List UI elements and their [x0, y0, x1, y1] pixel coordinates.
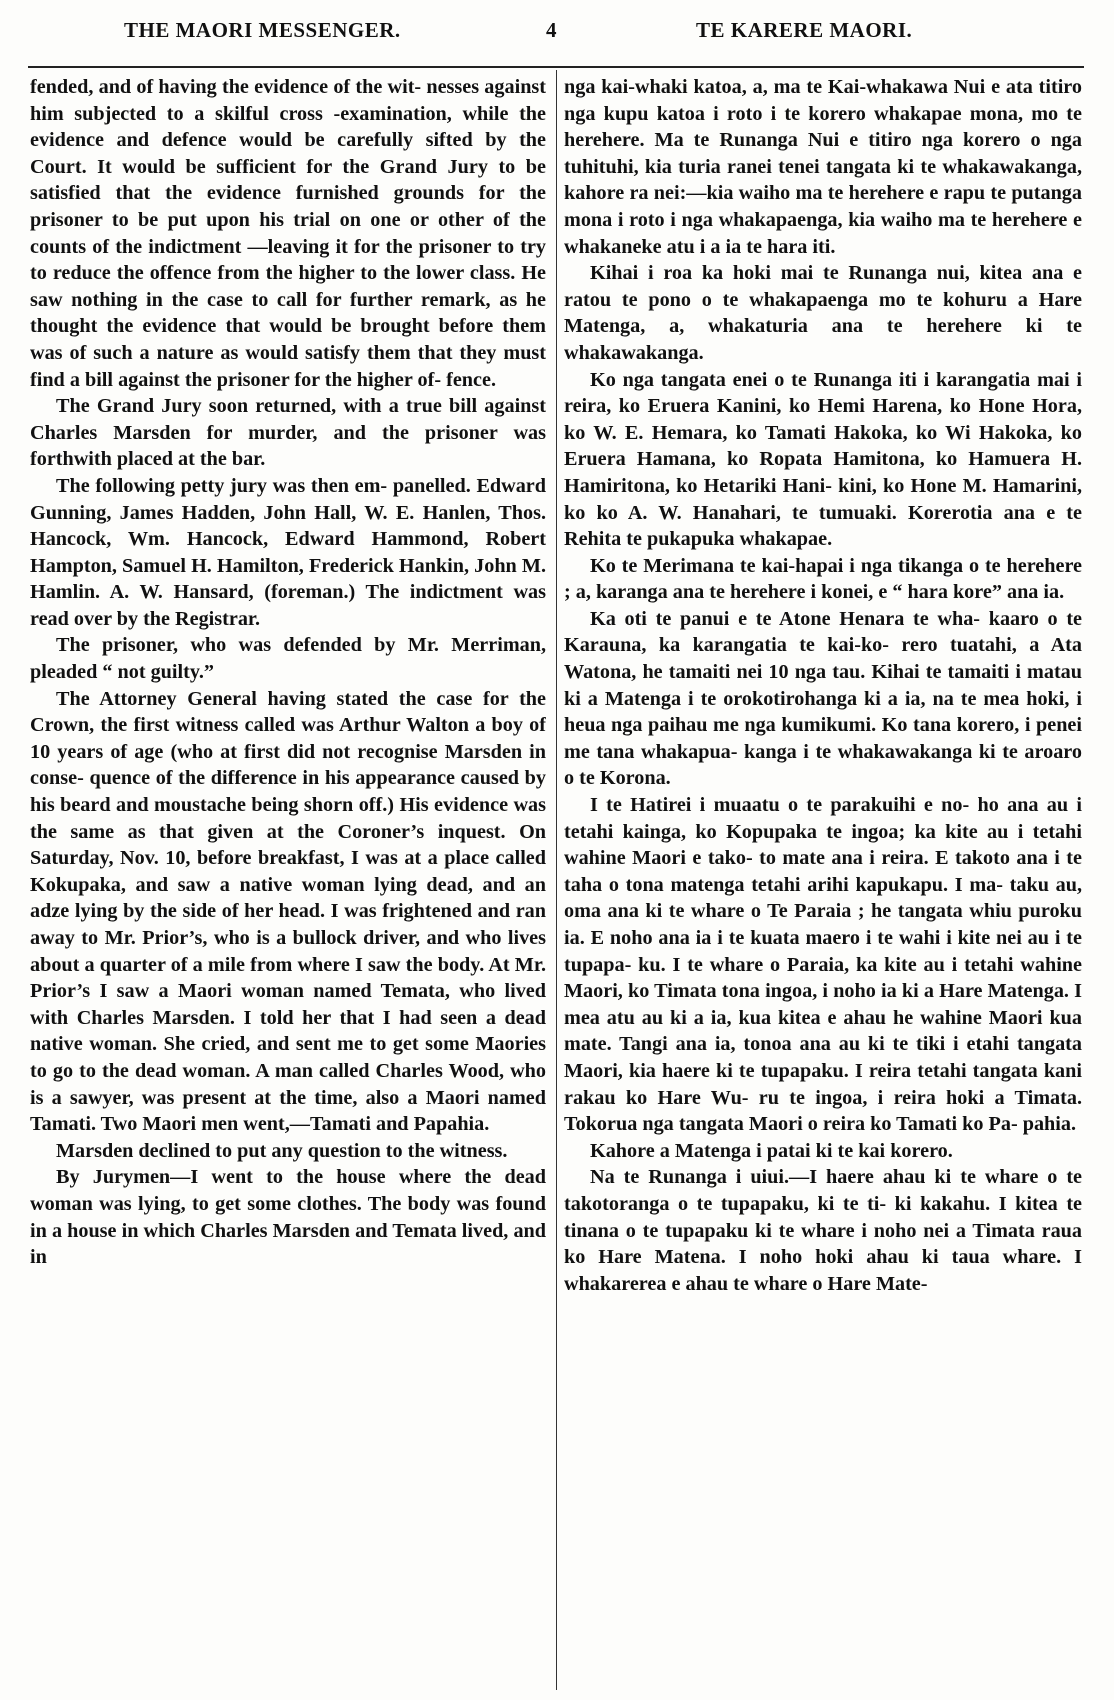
column-divider — [556, 70, 557, 1690]
paragraph: The Attorney General having stated the case for the Crown, the first witness called was Arthur Walton a boy of 10 years of age (who at first did not recognise Marsden in conse- quence of the difference in his appearance caused by his beard and moustache being shorn off.) His evidence was the same as that given at the Coroner’s inquest. On Saturday, Nov. 10, before breakfast, I was at a place called Kokupaka, and saw a native woman lying dead, and an adze lying by the side of her head. I was frightened and ran away to Mr. Prior’s, who is a bullock driver, and who lives about a quarter of a mile from where I saw the body. At Mr. Prior’s I saw a Maori woman named Temata, who lived with Charles Marsden. I told her that I had seen a dead native woman. She cried, and sent me to get some Maories to go to the dead woman. A man called Charles Wood, who is a sawyer, was present at the time, also a Maori named Tamati. Two Maori men went,—Tamati and Papahia. — [30, 687, 546, 1136]
paragraph: The following petty jury was then em- panelled. Edward Gunning, James Hadden, John Hall, W. E. Hanlen, Thos. Hancock, Wm. Hancock, Edward Hammond, Robert Hampton, Samuel H. Hamilton, Frederick Hankin, John M. Hamlin. A. W. Hansard, (foreman.) The indictment was read over by the Registrar. — [30, 474, 546, 630]
paragraph: Ka oti te panui e te Atone Henara te wha- kaaro o te Karauna, ka karangatia te kai-ko- rero tuatahi, a Ata Watona, he tamaiti nei 10 nga tau. Kihai te tamaiti i matau ki a Matenga i te orokotirohanga ki a ia, na te mea hoki, i heua nga paihau me nga kumikumi. Ko tana korero, i penei me tana whakapua- kanga i te whakawakanga ki te aroaro o te Korona. — [564, 607, 1082, 790]
paragraph: Marsden declined to put any question to the witness. — [56, 1139, 508, 1162]
paragraph: By Jurymen—I went to the house where the dead woman was lying, to get some clothes. The body was found in a house in which Charles Marsden and Temata lived, and in — [30, 1166, 546, 1269]
paragraph: Ko te Merimana te kai-hapai i nga tikanga o te herehere ; a, karanga ana te herehere i konei, e “ hara kore” ana ia. — [564, 554, 1082, 604]
maori-title: TE KARERE MAORI. — [696, 18, 913, 42]
paragraph: nga kai-whaki katoa, a, ma te Kai-whakawa Nui e ata titiro nga kupu katoa i roto i te korero whakapae mona, mo te herehere. Ma te Runanga Nui e titiro nga korero o nga tuhituhi, kia turia ranei tenei tangata ki te whakawakanga, kahore ra nei:—kia waiho ma te herehere e rapu te putanga mona i roto i nga whakapaenga, kia waiho ma te herehere e whakaneke atu i a ia te hara iti. — [564, 76, 1082, 258]
english-column — [30, 74, 546, 1694]
paragraph: Kahore a Matenga i patai ki te kai korero. — [590, 1139, 953, 1162]
maori-column — [564, 74, 1082, 1694]
paragraph: fended, and of having the evidence of the wit- nesses against him subjected to a skilful cross -examination, while the evidence and defence would be carefully sifted by the Court. It would be sufficient for the Grand Jury to be satisfied that the evidence furnished grounds for the prisoner to be put upon his trial on one or other of the counts of the indictment —leaving it for the prisoner to try to reduce the offence from the higher to the lower class. He saw nothing in the case to call for further remark, as he thought the evidence that would be brought before them was of such a nature as would satisfy them that they must find a bill against the prisoner for the higher of- fence. — [30, 76, 546, 391]
paragraph: The Grand Jury soon returned, with a true bill against Charles Marsden for murder, and the prisoner was forthwith placed at the bar. — [30, 395, 546, 471]
masthead — [24, 14, 1084, 50]
paragraph: Kihai i roa ka hoki mai te Runanga nui, kitea ana e ratou te pono o te whakapaenga mo te kohuru a Hare Matenga, a, whakaturia ana te herehere ki te whakawakanga. — [564, 262, 1082, 364]
paragraph: Na te Runanga i uiui.—I haere ahau ki te whare o te takotoranga o te tupapaku, ki te ti- ki kakahu. I kitea te tinana o te tupapaku ki te whare i noho nei a Timata raua ko Hare Matena. I noho hoki ahau ki taua whare. I whakarerea e ahau te whare o Hare Mate- — [564, 1166, 1082, 1295]
english-title: THE MAORI MESSENGER. — [124, 18, 401, 42]
paragraph: Ko nga tangata enei o te Runanga iti i karangatia mai i reira, ko Eruera Kanini, ko Hemi Harena, ko Hone Hora, ko W. E. Hemara, ko Tamati Hakoka, ko Wi Hakoka, ko Eruera Hamana, ko Ropata Hamitona, ko Hamuera H. Hamiritona, ko Hetariki Hani- kini, ko Hone M. Hamarini, ko ko A. W. Hanahari, te tumuaki. Korerotia ana e te Rehita te pukapuka whakapae. — [564, 368, 1082, 551]
page-number: 4 — [546, 18, 557, 42]
paragraph: The prisoner, who was defended by Mr. Merriman, pleaded “ not guilty.” — [30, 634, 546, 684]
header-rule — [28, 66, 1084, 68]
paragraph: I te Hatirei i muaatu o te parakuihi e no- ho ana au i tetahi kainga, ko Kopupaka te ingoa; ka kite au i tetahi wahine Maori e tako- to mate ana i reira. E takoto ana i te taha o tona matenga tetahi arihi kapukapu. I ma- taku au, oma ana ki te whare o Te Paraia ; he tangata whiu puroku ia. E noho ana ia i te kuata maero i te wahi i kite nei au i te tupapa- ku. I te whare o Paraia, ka kite au i tetahi wahine Maori, ko Timata tona ingoa, i noho ia ki a Hare Matenga. I mea atu au ki a ia, kua kitea e ahau he wahine Maori kua mate. Tangi ana ia, tonoa ana au ki te tiki i etahi tangata Maori, kia haere ki te tupapaku. I reira tetahi tangata kani rakau ko Hare Wu- ru te ingoa, i reira hoki a Timata. Tokorua nga tangata Maori o reira ko Tamati ko Pa- pahia. — [564, 794, 1082, 1136]
